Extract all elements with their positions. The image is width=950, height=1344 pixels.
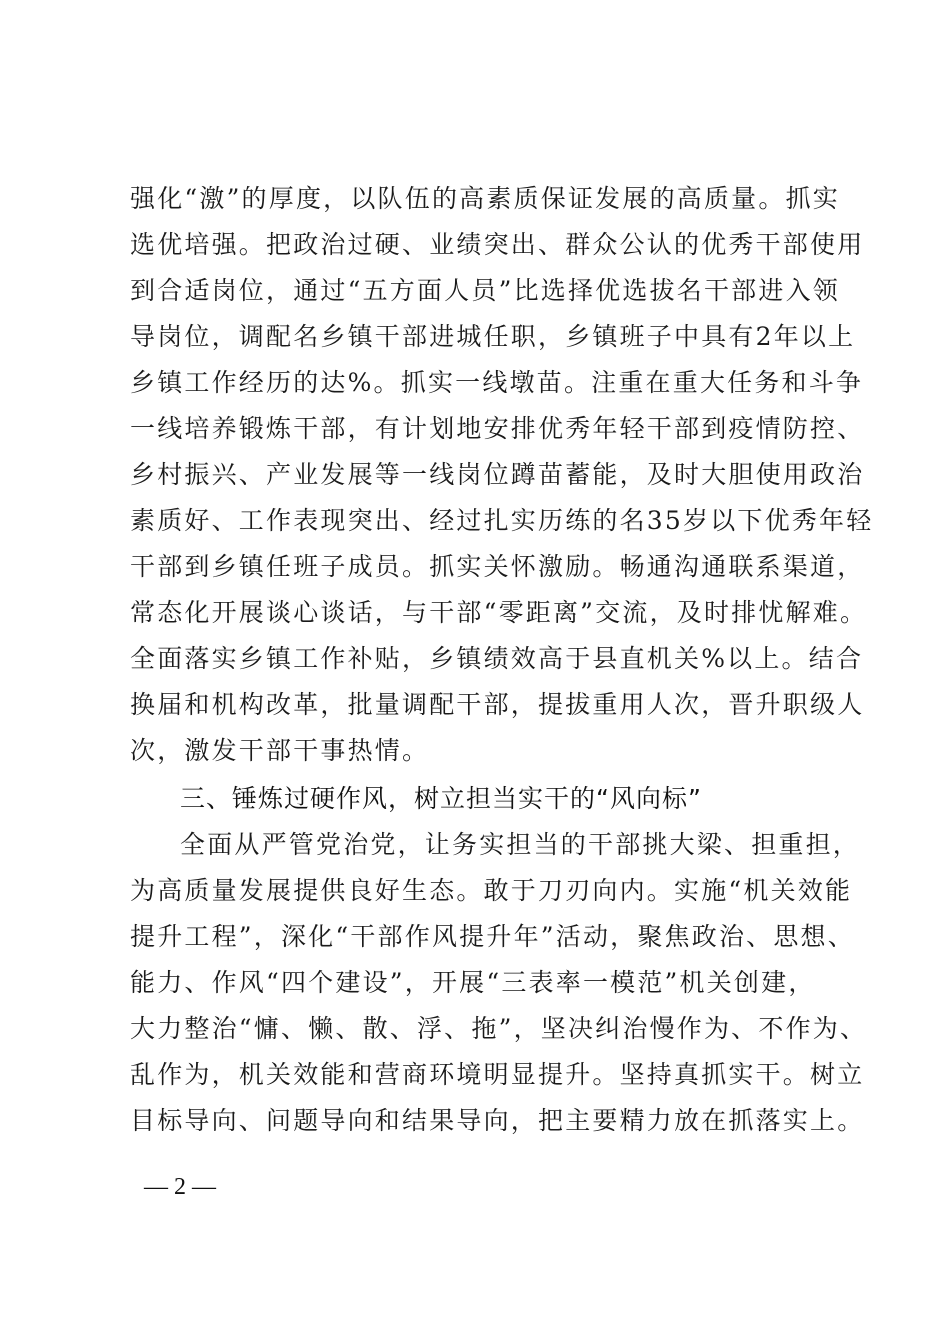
paragraph-line: 全面从严管党治党，让务实担当的干部挑大梁、担重担， (180, 830, 861, 859)
section-heading: 三、锤炼过硬作风，树立担当实干的“风向标” (180, 784, 702, 813)
paragraph-line: 乡镇工作经历的达%。抓实一线墩苗。注重在重大任务和斗争 (130, 368, 864, 397)
paragraph-line: 全面落实乡镇工作补贴，乡镇绩效高于县直机关%以上。结合 (130, 644, 864, 673)
paragraph-line: 乱作为，机关效能和营商环境明显提升。坚持真抓实干。树立 (130, 1060, 865, 1089)
paragraph-line: 一线培养锻炼干部，有计划地安排优秀年轻干部到疫情防控、 (130, 414, 865, 443)
paragraph-line: 到合适岗位，通过“五方面人员”比选择优选拔名干部进入领 (130, 276, 840, 305)
paragraph-line: 选优培强。把政治过硬、业绩突出、群众公认的优秀干部使用 (130, 230, 865, 259)
paragraph-line: 能力、作风“四个建设”，开展“三表率一模范”机关创建， (130, 968, 816, 997)
paragraph-line: 提升工程”，深化“干部作风提升年”活动，聚焦政治、思想、 (130, 922, 855, 951)
paragraph-line: 素质好、工作表现突出、经过扎实历练的名35岁以下优秀年轻 (130, 506, 874, 535)
paragraph-line: 干部到乡镇任班子成员。抓实关怀激励。畅通沟通联系渠道， (130, 552, 865, 581)
paragraph-line: 目标导向、问题导向和结果导向，把主要精力放在抓落实上。 (130, 1106, 865, 1135)
paragraph-line: 强化“激”的厚度，以队伍的高素质保证发展的高质量。抓实 (130, 184, 840, 213)
paragraph-line: 常态化开展谈心谈话，与干部“零距离”交流，及时排忧解难。 (130, 598, 868, 627)
paragraph-line: 导岗位，调配名乡镇干部进城任职，乡镇班子中具有2年以上 (130, 322, 856, 351)
paragraph-line: 次，激发干部干事热情。 (130, 736, 430, 765)
paragraph-line: 换届和机构改革，批量调配干部，提拔重用人次，晋升职级人 (130, 690, 865, 719)
paragraph-line: 为高质量发展提供良好生态。敢于刀刃向内。实施“机关效能 (130, 876, 853, 905)
page-number: — 2 — (144, 1174, 216, 1200)
paragraph-line: 乡村振兴、产业发展等一线岗位蹲苗蓄能，及时大胆使用政治 (130, 460, 865, 489)
paragraph-line: 大力整治“慵、懒、散、浮、拖”，坚决纠治慢作为、不作为、 (130, 1014, 868, 1043)
